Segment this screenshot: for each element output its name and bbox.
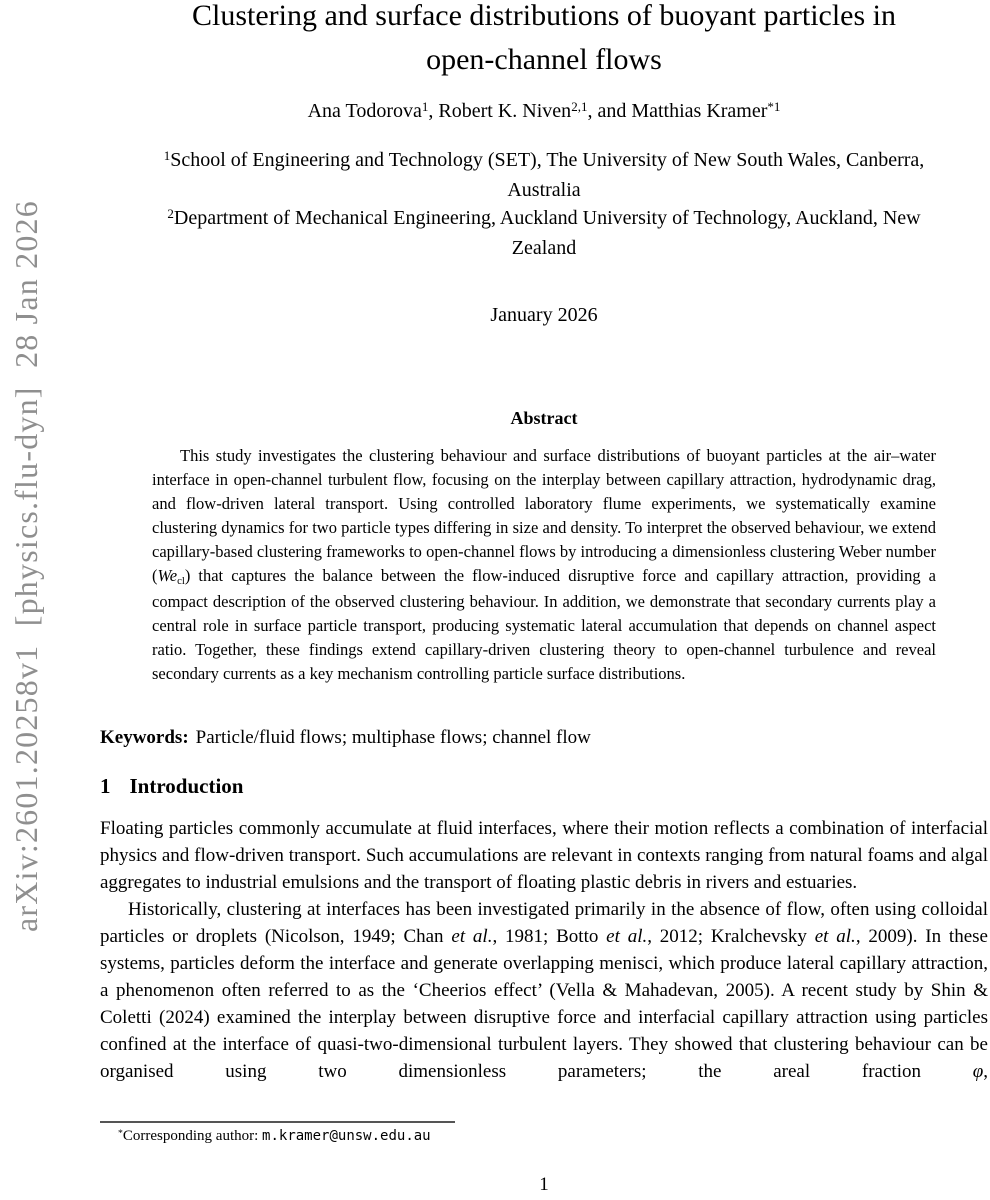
affiliation-1 xyxy=(100,146,988,176)
author-2-superscript: 2,1 xyxy=(571,99,588,115)
footnote-label: Corresponding author: xyxy=(122,1128,263,1144)
paper-title xyxy=(100,0,988,82)
intro-p2-segment-3: , 2012; Kralchevsky xyxy=(647,926,815,947)
intro-p2-segment-2: , 1981; Botto xyxy=(492,926,607,947)
et-al-italic-1: et al. xyxy=(451,926,493,947)
affiliation-1-text: School of Engineering and Technology (SET), The University of New South Wales, Canberra, xyxy=(170,149,925,171)
footnote-rule xyxy=(100,1121,455,1123)
author-name-2: Robert K. Niven xyxy=(438,100,572,122)
author-separator-1: , xyxy=(428,100,439,122)
authors-line xyxy=(100,100,988,123)
author-1-superscript: 1 xyxy=(421,99,429,115)
section-heading-introduction xyxy=(100,774,988,799)
paper-title-line-2: open-channel flows xyxy=(426,43,662,76)
date-line: January 2026 xyxy=(490,304,598,326)
weber-number-symbol: We xyxy=(157,566,178,585)
author-name-3: Matthias Kramer xyxy=(631,100,768,122)
footnote-marker: * xyxy=(118,1127,123,1139)
introduction-body xyxy=(100,815,988,1085)
affiliation-2-superscript: 2 xyxy=(167,206,174,222)
affiliation-2 xyxy=(100,204,988,234)
paper-title-line-1: Clustering and surface distributions of buoyant particles in xyxy=(191,0,897,32)
intro-p2-segment-1: Historically, clustering at interfaces has been investigated primarily in the absence of flow, often using colloidal particles or droplets (Nicolson, 1949; Chan xyxy=(100,899,988,947)
page-number: 1 xyxy=(539,1174,549,1195)
section-number: 1 xyxy=(100,774,111,798)
intro-p2-segment-4: , 2009). In these systems, particles deform the interface and generate overlapping menisci, which produce lateral capillary attraction, a phenomenon often referred to as the ‘Cheerios effect’ (Vella & Mahadevan, 2005). A recent study by Shin & Coletti (2024) examined the interplay between disruptive force and interfacial capillary attraction using particles confined at the interface of quasi-two-dimensional turbulent layers. They showed that clustering behaviour can be organised using two dimensionless parameters; the areal fraction xyxy=(100,926,988,1082)
section-title: Introduction xyxy=(129,774,244,798)
abstract-heading: Abstract xyxy=(510,408,578,428)
et-al-italic-3: et al. xyxy=(814,926,856,947)
author-3-superscript: *1 xyxy=(767,99,781,115)
intro-paragraph-2 xyxy=(100,896,988,1085)
affiliation-1-superscript: 1 xyxy=(163,148,171,164)
author-separator-2: , and xyxy=(587,100,632,122)
intro-paragraph-1: Floating particles commonly accumulate at fluid interfaces, where their motion reflects a combination of interfacial physics and flow-driven transport. Such accumulations are relevant in contexts ranging from natural foams and algal aggregates to industrial emulsions and the transport of floating plastic debris in rivers and estuaries. xyxy=(100,818,988,893)
affiliation-2-line-2: Zealand xyxy=(511,237,577,259)
keywords-text: Particle/fluid flows; multiphase flows; channel flow xyxy=(195,727,591,748)
footnote-text xyxy=(100,1128,988,1145)
abstract-text xyxy=(152,444,936,686)
affiliation-2-text: Department of Mechanical Engineering, Auckland University of Technology, Auckland, New xyxy=(173,207,921,229)
author-name-1: Ana Todorova xyxy=(307,100,422,122)
abstract-part-2: ) that captures the balance between the flow-induced disruptive force and capillary attraction, providing a compact description of the observed clustering behaviour. In addition, we demonstrate that secondary currents play a central role in surface particle transport, producing systematic lateral accumulation that depends on channel aspect ratio. Together, these findings extend capillary-driven clustering theory to open-channel turbulence and reveal secondary currents as a key mechanism controlling particle surface distributions. xyxy=(152,566,936,683)
et-al-italic-2: et al. xyxy=(606,926,648,947)
intro-p2-segment-5: , xyxy=(983,1061,988,1082)
arxiv-watermark: arXiv:2601.20258v1 [physics.flu-dyn] 28 Jan 2026 xyxy=(8,200,44,932)
keywords-line xyxy=(100,727,988,749)
affiliations xyxy=(100,146,988,262)
affiliation-1-line-2: Australia xyxy=(507,179,581,201)
abstract-part-1: This study investigates the clustering behaviour and surface distributions of buoyant particles at the air–water interface in open-channel turbulent flow, focusing on the interplay between capillary attraction, hydrodynamic drag, and flow-driven lateral transport. Using controlled laboratory flume experiments, we systematically examine clustering dynamics for two particle types differing in size and density. To interpret the observed behaviour, we extend capillary-based clustering frameworks to open-channel flows by introducing a dimensionless clustering Weber number ( xyxy=(152,446,936,585)
keywords-label: Keywords: xyxy=(100,727,189,748)
weber-number-subscript: cl xyxy=(177,574,185,587)
phi-symbol: φ xyxy=(972,1061,984,1082)
corresponding-author-email[interactable]: m.kramer@unsw.edu.au xyxy=(262,1128,431,1144)
